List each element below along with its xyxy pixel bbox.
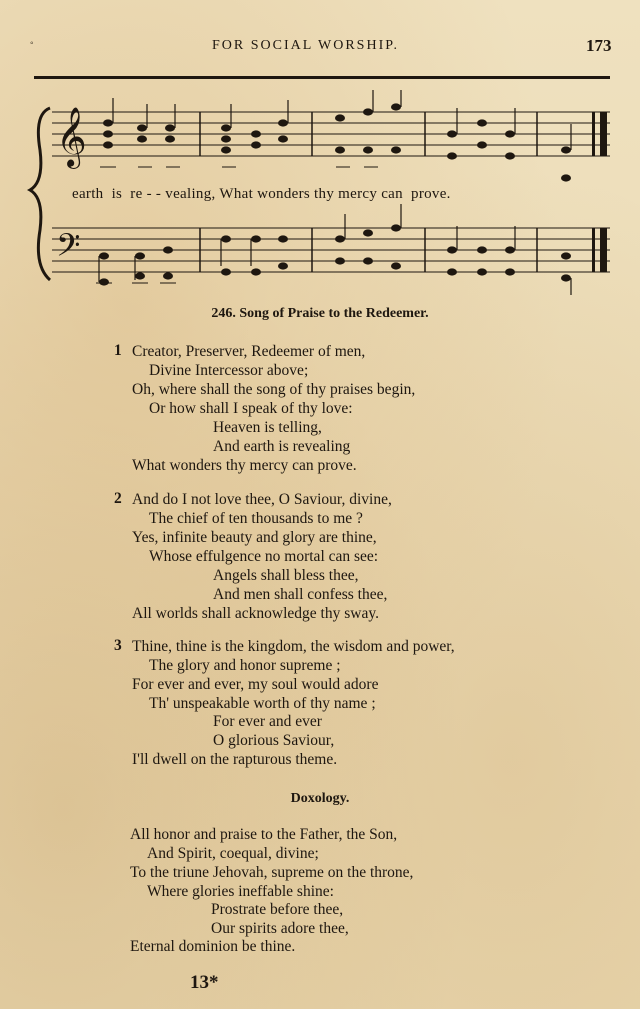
verse-line: To the triune Jehovah, supreme on the throne,	[130, 864, 414, 881]
signature-mark: 13*	[190, 972, 219, 993]
verse-line: Our spirits adore thee,	[211, 920, 349, 937]
verse-line: For ever and ever, my soul would adore	[132, 676, 379, 693]
hymn-title: 246. Song of Praise to the Redeemer.	[211, 306, 429, 321]
stanza-number: 2	[114, 490, 122, 507]
verse-line: Whose effulgence no mortal can see:	[149, 548, 379, 565]
verse-line: The chief of ten thousands to me ?	[149, 510, 363, 527]
bass-staff	[52, 228, 610, 272]
verse-line: Thine, thine is the kingdom, the wisdom and power,	[132, 638, 455, 655]
verse-line: And earth is revealing	[213, 438, 351, 455]
verse-line: For ever and ever	[213, 713, 322, 730]
treble-staff	[52, 112, 610, 156]
doxology-title: Doxology.	[290, 791, 350, 806]
music-lyric: earth is re - - vealing, What wonders thy mercy can prove.	[72, 186, 451, 202]
verse-line: What wonders thy mercy can prove.	[132, 457, 357, 474]
system-brace	[30, 108, 50, 280]
bass-notes	[99, 224, 571, 285]
page-number: 173	[586, 36, 612, 55]
verse-line: Or how shall I speak of thy love:	[149, 400, 353, 417]
verse-line: Heaven is telling,	[213, 419, 322, 436]
verse-line: O glorious Saviour,	[213, 732, 335, 749]
treble-clef-icon: 𝄞	[56, 107, 87, 167]
verse-line: And Spirit, coequal, divine;	[147, 845, 319, 862]
verse-line: Eternal dominion be thine.	[130, 938, 296, 955]
stanza-number: 1	[114, 342, 122, 359]
running-head	[0, 38, 640, 58]
header-rule	[34, 76, 610, 79]
running-title: FOR SOCIAL WORSHIP.	[212, 38, 399, 53]
verse-line: The glory and honor supreme ;	[149, 657, 341, 674]
verse-line: And do I not love thee, O Saviour, divine,	[132, 491, 392, 508]
verse-line: Th' unspeakable worth of thy name ;	[149, 695, 376, 712]
treble-notes	[103, 103, 571, 181]
verse-line: I'll dwell on the rapturous theme.	[132, 751, 338, 768]
verse-line: And men shall confess thee,	[213, 586, 388, 603]
stanza-number: 3	[114, 637, 122, 654]
verse-line: Oh, where shall the song of thy praises begin,	[132, 381, 416, 398]
verse-line: All worlds shall acknowledge thy sway.	[132, 605, 379, 622]
verse-line: Divine Intercessor above;	[149, 362, 309, 379]
verse-line: Creator, Preserver, Redeemer of men,	[132, 343, 366, 360]
verse-line: Angels shall bless thee,	[213, 567, 359, 584]
ledger-lines	[96, 167, 378, 283]
ornament: ◦	[30, 38, 34, 49]
verse-line: Prostrate before thee,	[211, 901, 344, 918]
final-barline	[592, 112, 607, 272]
verse-line: Yes, infinite beauty and glory are thine,	[132, 529, 377, 546]
verse-line: Where glories ineffable shine:	[147, 883, 334, 900]
verse-line: All honor and praise to the Father, the Son,	[130, 826, 398, 843]
bass-clef-icon: 𝄢	[56, 227, 81, 271]
